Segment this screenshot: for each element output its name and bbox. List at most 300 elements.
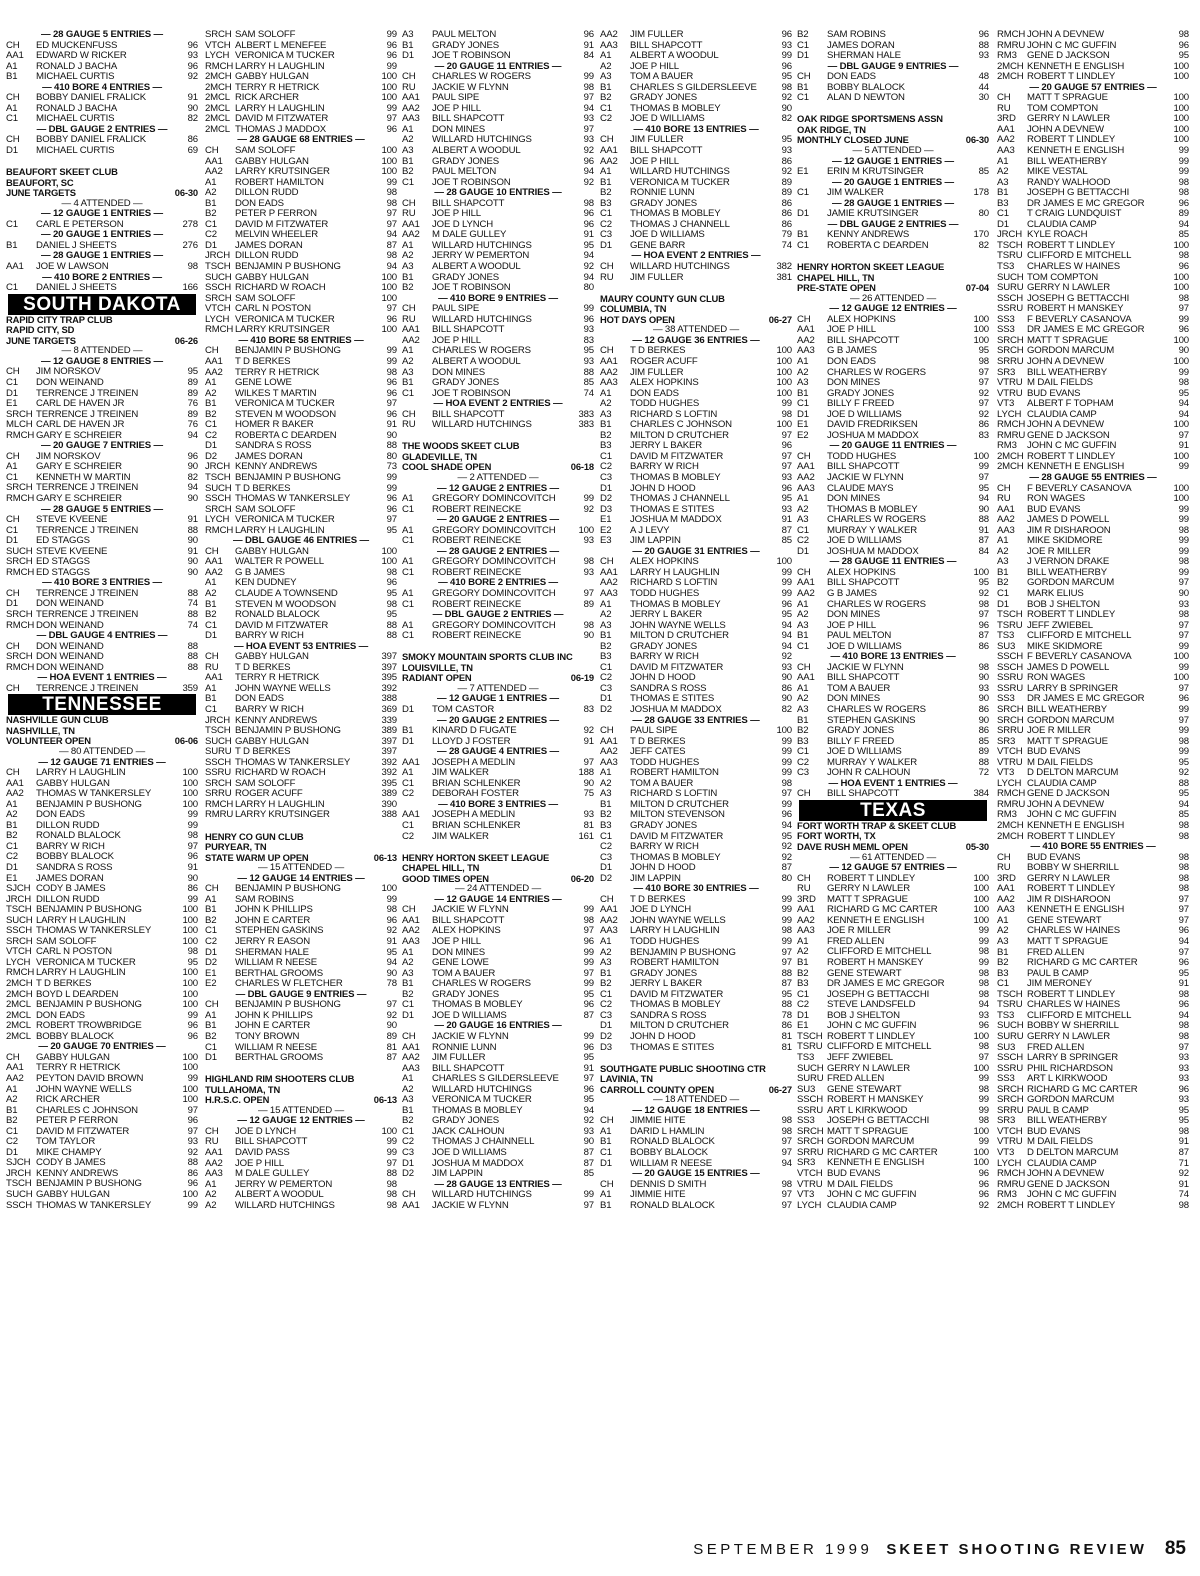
- score: 98: [978, 356, 989, 367]
- result-class: D1: [797, 51, 809, 62]
- result-row: [205, 526, 397, 537]
- shooter-name: GRADY JONES: [630, 93, 697, 104]
- score: 88: [386, 620, 397, 631]
- result-row: [600, 800, 792, 811]
- shooter-name: JIM LAPPIN: [630, 536, 681, 547]
- shooter-name: JIM R DISHAROON: [1027, 525, 1111, 536]
- result-row: [997, 188, 1189, 199]
- score: 100: [182, 778, 198, 789]
- result-class: A2: [205, 1200, 217, 1211]
- event-header-text: — 12 GAUGE 12 ENTRIES —: [237, 1116, 365, 1127]
- score: 90: [978, 715, 989, 726]
- result-row: [6, 1032, 198, 1043]
- score: 91: [978, 525, 989, 536]
- result-row: [997, 568, 1189, 579]
- score: 100: [776, 726, 792, 737]
- result-class: AA1: [402, 1200, 420, 1211]
- result-class: AA2: [205, 167, 223, 178]
- score: 100: [1173, 483, 1189, 494]
- result-row: [205, 1000, 397, 1011]
- result-row: [797, 926, 989, 937]
- result-row: [205, 315, 397, 326]
- result-class: A1: [402, 768, 414, 779]
- attendance-text: — 61 ATTENDED —: [849, 852, 937, 863]
- result-row: [997, 336, 1189, 347]
- result-row: [600, 747, 792, 758]
- result-class: A1: [600, 768, 612, 779]
- shooter-name: ROBERT T LINDLEY: [1027, 610, 1116, 621]
- result-row: [205, 441, 397, 452]
- shooter-name: JOHN E CARTER: [235, 915, 311, 926]
- result-row: [600, 726, 792, 737]
- score: 92: [583, 146, 594, 157]
- club-heading-line: [6, 188, 198, 199]
- result-row: [205, 251, 397, 262]
- event-date: 07-04: [965, 283, 989, 294]
- score: 100: [973, 1147, 989, 1158]
- shooter-name: HOMER R BAKER: [235, 420, 314, 431]
- shooter-name: CLAUDIA CAMP: [1027, 409, 1097, 420]
- shooter-name: JOE P HILL: [432, 335, 481, 346]
- result-row: [6, 547, 198, 558]
- score: 98: [1178, 525, 1189, 536]
- shooter-name: JOE D WILLIAMS: [827, 409, 902, 420]
- score: 90: [187, 103, 198, 114]
- shooter-name: JOE P HILL: [235, 1158, 284, 1169]
- result-class: A2: [402, 135, 414, 146]
- result-class: RMCH: [6, 968, 35, 979]
- result-class: D1: [600, 863, 612, 874]
- shooter-name: GABBY HULGAN: [235, 736, 309, 747]
- result-class: AA2: [600, 578, 618, 589]
- result-row: [997, 895, 1189, 906]
- result-class: A3: [600, 789, 612, 800]
- result-class: AA1: [997, 504, 1015, 515]
- club-heading-line: [600, 294, 792, 305]
- shooter-name: ROBERT HAMILTON: [235, 177, 324, 188]
- result-row: [997, 684, 1189, 695]
- shooter-name: JAMES DORAN: [36, 873, 104, 884]
- score: 92: [978, 1200, 989, 1211]
- score: 85: [978, 167, 989, 178]
- shooter-name: CHARLES W ROGERS: [827, 367, 926, 378]
- result-class: SSRU: [797, 1105, 824, 1116]
- result-class: RMCH: [205, 325, 234, 336]
- result-class: CH: [997, 93, 1011, 104]
- score: 97: [583, 93, 594, 104]
- score: 100: [182, 1095, 198, 1106]
- shooter-name: DILLON RUDD: [36, 820, 100, 831]
- result-class: VTCH: [797, 1168, 823, 1179]
- result-class: JRCH: [205, 251, 230, 262]
- result-row: [600, 399, 792, 410]
- score: 94: [583, 167, 594, 178]
- result-row: [797, 241, 989, 252]
- shooter-name: CHARLES W HAINES: [1027, 262, 1121, 273]
- score: 91: [583, 40, 594, 51]
- result-class: AA1: [205, 673, 223, 684]
- score: 89: [187, 409, 198, 420]
- result-row: [797, 1158, 989, 1169]
- shooter-name: ROBERT HAMILTON: [630, 958, 719, 969]
- result-row: [797, 610, 989, 621]
- shooter-name: BILL SHAPCOTT: [432, 325, 505, 336]
- score: 98: [781, 1116, 792, 1127]
- event-header-text: — 12 GAUGE 2 ENTRIES —: [437, 483, 559, 494]
- score: 99: [583, 1031, 594, 1042]
- shooter-name: BARRY W RICH: [630, 652, 699, 663]
- result-row: [205, 389, 397, 400]
- score: 81: [781, 1042, 792, 1053]
- shooter-name: TERRENCE J TREINEN: [36, 683, 139, 694]
- event-header: [6, 83, 198, 94]
- result-row: [997, 832, 1189, 843]
- score: 94: [781, 641, 792, 652]
- attendance-text: — 24 ATTENDED —: [454, 884, 542, 895]
- score: 99: [781, 578, 792, 589]
- result-row: [600, 104, 792, 115]
- shooter-name: JOE P HILL: [630, 61, 679, 72]
- result-class: B1: [402, 378, 414, 389]
- attendance-text: — 8 ATTENDED —: [61, 346, 143, 357]
- result-row: [997, 1148, 1189, 1159]
- shooter-name: JERRY R EASON: [235, 937, 311, 948]
- event-header: [402, 716, 594, 727]
- result-row: [600, 1190, 792, 1201]
- result-row: [205, 399, 397, 410]
- result-class: D2: [402, 1169, 414, 1180]
- result-row: [6, 104, 198, 115]
- club-heading-text: RADIANT OPEN: [402, 673, 472, 684]
- result-row: [402, 789, 594, 800]
- result-row: [797, 905, 989, 916]
- score: 99: [1178, 662, 1189, 673]
- result-row: [402, 30, 594, 41]
- score: 100: [1173, 451, 1189, 462]
- result-row: [402, 93, 594, 104]
- score: 99: [386, 177, 397, 188]
- shooter-name: RICHARD G MC CARTER: [827, 905, 938, 916]
- result-class: AA2: [205, 1158, 223, 1169]
- shooter-name: BOBBY BLALOCK: [36, 1031, 114, 1042]
- result-class: CH: [600, 346, 614, 357]
- club-heading-line: [6, 336, 198, 347]
- shooter-name: DAVID M FITZWATER: [630, 989, 724, 1000]
- result-row: [6, 1000, 198, 1011]
- club-heading-line: [205, 832, 397, 843]
- shooter-name: ROGER ACUFF: [630, 356, 698, 367]
- event-header: [6, 125, 198, 136]
- score: 100: [182, 1052, 198, 1063]
- result-class: C1: [205, 219, 217, 230]
- result-row: [600, 652, 792, 663]
- score: 96: [781, 483, 792, 494]
- shooter-name: WILLARD HUTCHINGS: [630, 167, 730, 178]
- shooter-name: STEVE LANDSFELD: [827, 1000, 916, 1011]
- score: 98: [781, 778, 792, 789]
- score: 98: [978, 979, 989, 990]
- score: 166: [182, 283, 198, 294]
- score: 92: [583, 262, 594, 273]
- result-row: [600, 1011, 792, 1022]
- result-class: A1: [205, 683, 217, 694]
- result-class: RM3: [997, 1190, 1017, 1201]
- shooter-name: JOHN C MC GUFFIN: [827, 1021, 917, 1032]
- score: 74: [187, 620, 198, 631]
- club-heading-text: FORT WORTH, TX: [797, 831, 876, 842]
- shooter-name: JOHN A DEVNEW: [1027, 1169, 1104, 1180]
- score: 93: [781, 504, 792, 515]
- result-row: [600, 705, 792, 716]
- event-header: [797, 178, 989, 189]
- result-class: C1: [6, 525, 18, 536]
- result-class: B3: [997, 968, 1009, 979]
- score: 86: [781, 209, 792, 220]
- result-row: [402, 1190, 594, 1201]
- score: 93: [583, 356, 594, 367]
- result-class: C2: [600, 1000, 612, 1011]
- shooter-name: TODD HUGHES: [630, 588, 700, 599]
- result-row: [797, 431, 989, 442]
- result-row: [6, 114, 198, 125]
- result-row: [6, 684, 198, 695]
- result-row: [997, 979, 1189, 990]
- score: 389: [381, 789, 397, 800]
- score: 100: [973, 335, 989, 346]
- score: 96: [978, 1179, 989, 1190]
- score: 100: [776, 356, 792, 367]
- event-header: [6, 631, 198, 642]
- result-class: A1: [797, 683, 809, 694]
- score: 97: [978, 472, 989, 483]
- shooter-name: GERRY N LAWLER: [1027, 873, 1111, 884]
- result-class: B2: [205, 915, 217, 926]
- result-class: SSCH: [205, 283, 232, 294]
- shooter-name: KENNY ANDREWS: [235, 715, 318, 726]
- score: 92: [187, 72, 198, 83]
- result-row: [997, 526, 1189, 537]
- result-row: [205, 610, 397, 621]
- score: 86: [781, 683, 792, 694]
- result-class: B1: [402, 156, 414, 167]
- shooter-name: DANIEL J SHEETS: [36, 240, 117, 251]
- result-row: [402, 1148, 594, 1159]
- shooter-name: MIKE SKIDMORE: [1027, 536, 1103, 547]
- result-row: [402, 72, 594, 83]
- score: 99: [1178, 705, 1189, 715]
- result-class: RU: [997, 103, 1011, 114]
- result-class: AA3: [797, 483, 815, 494]
- result-row: [997, 726, 1189, 737]
- result-class: CH: [600, 1179, 614, 1190]
- shooter-name: DAVID PASS: [235, 1147, 290, 1158]
- club-heading-line: [797, 262, 989, 273]
- score: 100: [973, 905, 989, 916]
- event-header: [402, 578, 594, 589]
- result-row: [205, 72, 397, 83]
- score: 94: [386, 230, 397, 241]
- result-class: B2: [205, 1031, 217, 1042]
- result-row: [205, 104, 397, 115]
- shooter-name: JIM WALKER: [432, 768, 489, 779]
- score: 98: [978, 1084, 989, 1095]
- shooter-name: JOHN WAYNE WELLS: [630, 620, 726, 631]
- score: 88: [386, 631, 397, 642]
- event-header-text: — 410 BORE 3 ENTRIES —: [438, 799, 558, 810]
- result-row: [797, 1127, 989, 1138]
- result-class: A2: [997, 167, 1009, 178]
- result-class: SRCH: [205, 293, 232, 304]
- shooter-name: GORDON MARCUM: [1027, 715, 1115, 726]
- result-row: [402, 251, 594, 262]
- result-class: D1: [402, 736, 414, 747]
- shooter-name: DON EADS: [235, 694, 284, 705]
- score: 95: [1178, 1105, 1189, 1116]
- result-class: A1: [600, 1126, 612, 1137]
- shooter-name: GORDON MARCUM: [1027, 578, 1115, 589]
- result-row: [6, 1063, 198, 1074]
- result-row: [997, 325, 1189, 336]
- result-row: [997, 346, 1189, 357]
- result-row: [797, 568, 989, 579]
- event-date: 06-26: [174, 335, 198, 346]
- result-class: A2: [997, 926, 1009, 937]
- shooter-name: T D BERKES: [235, 662, 291, 673]
- result-row: [997, 779, 1189, 790]
- shooter-name: ROBERT T LINDLEY: [1027, 451, 1116, 462]
- result-class: SSCH: [205, 757, 232, 768]
- result-class: AA1: [600, 905, 618, 916]
- shooter-name: CHARLES W HAINES: [1027, 1000, 1121, 1011]
- club-heading-line: [402, 462, 594, 473]
- score: 170: [973, 230, 989, 241]
- shooter-name: DR JAMES E MC GREGOR: [1027, 198, 1145, 209]
- score: 100: [182, 915, 198, 926]
- result-class: C1: [600, 989, 612, 1000]
- result-class: CH: [205, 652, 219, 663]
- result-row: [205, 167, 397, 178]
- shooter-name: MARK ELIUS: [1027, 588, 1084, 599]
- spacer: [797, 251, 989, 262]
- shooter-name: RONALD BLALOCK: [36, 831, 121, 842]
- shooter-name: WILLIAM R NEESE: [235, 1042, 317, 1053]
- result-class: C1: [6, 1126, 18, 1137]
- result-class: AA1: [6, 262, 24, 273]
- score: 80: [583, 283, 594, 294]
- event-header: [402, 399, 594, 410]
- score: 93: [1178, 599, 1189, 610]
- result-row: [402, 494, 594, 505]
- event-header-text: — DBL GAUGE 2 ENTRIES —: [432, 610, 564, 621]
- result-class: A2: [797, 947, 809, 958]
- result-row: [402, 1127, 594, 1138]
- shooter-name: BOBBY W SHERRILL: [1027, 1021, 1119, 1032]
- result-row: [6, 1127, 198, 1138]
- score: 88: [386, 1169, 397, 1180]
- score: 99: [1178, 462, 1189, 473]
- result-row: [600, 188, 792, 199]
- score: 100: [973, 884, 989, 895]
- result-row: [797, 937, 989, 948]
- result-class: AA3: [600, 378, 618, 389]
- score: 93: [781, 40, 792, 51]
- result-class: A3: [797, 705, 809, 715]
- event-header: [205, 874, 397, 885]
- score: 99: [781, 757, 792, 768]
- result-class: A1: [797, 356, 809, 367]
- score: 97: [386, 1000, 397, 1011]
- shooter-name: WILLARD HUTCHINGS: [432, 420, 532, 431]
- shooter-name: TERRY R HETRICK: [235, 367, 320, 378]
- score: 99: [386, 483, 397, 494]
- result-class: D3: [600, 504, 612, 515]
- shooter-name: BENJAMIN P BUSHONG: [235, 472, 341, 483]
- score: 96: [978, 620, 989, 631]
- result-row: [997, 505, 1189, 516]
- score: 90: [583, 1137, 594, 1148]
- result-row: [205, 1190, 397, 1201]
- result-class: E1: [6, 873, 18, 884]
- shooter-name: THOMAS B MOBLEY: [630, 852, 721, 863]
- shooter-name: JOHN D HOOD: [630, 483, 696, 494]
- result-class: A1: [402, 620, 414, 631]
- event-header-text: — 20 GAUGE 15 ENTRIES —: [632, 1169, 760, 1180]
- shooter-name: GREGORY DOMINCOVITCH: [432, 588, 556, 599]
- result-row: [205, 452, 397, 463]
- result-row: [997, 642, 1189, 653]
- shooter-name: GRADY JONES: [630, 641, 697, 652]
- shooter-name: MIKE CHAMPY: [36, 1147, 102, 1158]
- result-class: AA2: [600, 30, 618, 40]
- score: 97: [781, 1190, 792, 1201]
- score: 75: [583, 789, 594, 800]
- result-class: AA1: [6, 778, 24, 789]
- event-header-text: — 20 GAUGE 11 ENTRIES —: [829, 441, 957, 452]
- result-class: A3: [600, 72, 612, 83]
- event-header: [205, 1116, 397, 1127]
- result-row: [402, 779, 594, 790]
- result-row: [402, 1043, 594, 1054]
- score: 78: [781, 1010, 792, 1021]
- score: 384: [973, 789, 989, 800]
- score: 99: [978, 1095, 989, 1106]
- result-row: [997, 747, 1189, 758]
- event-header: [600, 1169, 792, 1180]
- result-class: AA1: [600, 736, 618, 747]
- result-class: A1: [600, 167, 612, 178]
- result-class: 2MCL: [6, 1021, 31, 1032]
- result-class: C3: [600, 1010, 612, 1021]
- event-header: [797, 779, 989, 790]
- score: 96: [386, 314, 397, 325]
- score: 98: [583, 915, 594, 926]
- shooter-name: JOE P HILL: [827, 620, 876, 631]
- result-row: [402, 832, 594, 843]
- shooter-name: THOMAS B MOBLEY: [630, 599, 721, 610]
- shooter-name: KENNETH E ENGLISH: [1027, 905, 1125, 916]
- result-row: [797, 1169, 989, 1180]
- score: 99: [781, 894, 792, 905]
- result-row: [997, 230, 1189, 241]
- score: 99: [1178, 146, 1189, 157]
- score: 93: [1178, 1063, 1189, 1074]
- score: 96: [1178, 926, 1189, 937]
- shooter-name: JERRY W PEMERTON: [432, 251, 530, 262]
- result-row: [402, 167, 594, 178]
- result-row: [797, 737, 989, 748]
- score: 97: [781, 430, 792, 441]
- result-class: 3RD: [797, 894, 816, 905]
